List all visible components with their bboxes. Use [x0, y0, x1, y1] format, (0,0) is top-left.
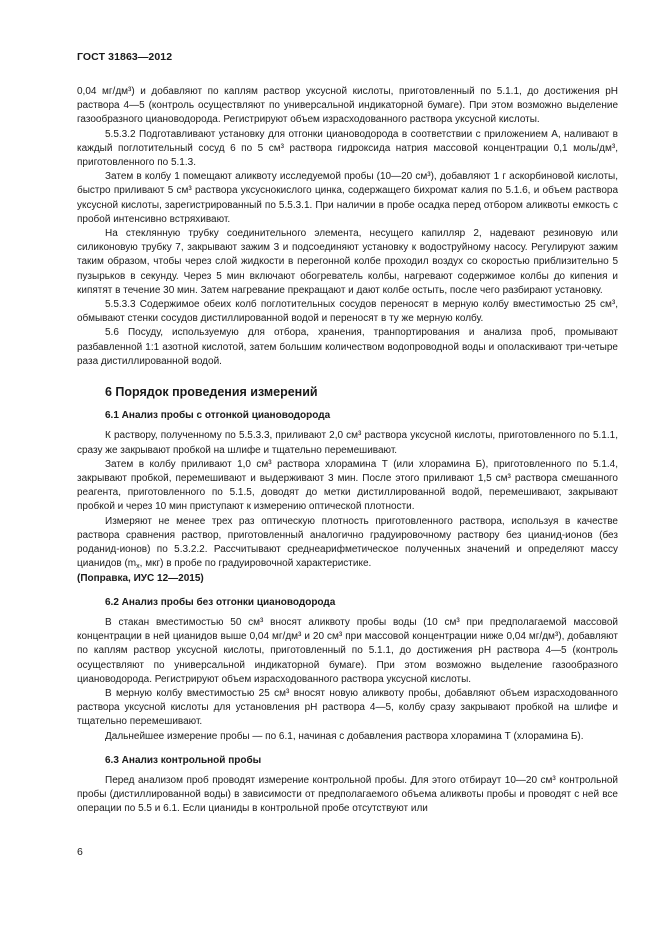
paragraph-text: Измеряют не менее трех раз оптическую плотность приготовленного раствора, используя в качестве раствора сравнения раствор, приготовленный аналогично градуировочному раствору без цианид-ионов (без роданид-ионов) по 5.3.2.2. Рассчитывают среднеарифметическое полученных значений и определяют массу цианидов (m [77, 515, 618, 570]
amendment-note: (Поправка, ИУС 12—2015) [77, 572, 204, 584]
paragraph: В стакан вместимостью 50 см³ вносят аликвоту пробы воды (10 см³ при предполагаемой массовой концентрации в ней цианидов выше 0,04 мг/дм³ и 20 см³ при массовой концентрации ниже 0,04 мг/дм³), добавляют по каплям раствор уксусной кислоты, приготовленный по 5.1.1, до достижения pH раствора 4—5 (контроль осуществляют по универсальной индикаторной бумаге). При этом возможно выделение газообразного циановодорода. Регистрируют объем израсходованного раствора уксусной кислоты. [77, 616, 618, 685]
subsection-heading: 6.3 Анализ контрольной пробы [105, 754, 262, 766]
paragraph: В мерную колбу вместимостью 25 см³ вносят новую аликвоту пробы, добавляют объем израсходованного раствора уксусной кислоты для установления pH раствора 4—5, колбу сразу закрывают пробкой на шлифе и тщательно перемешивают. [77, 687, 618, 728]
page-content [77, 85, 618, 817]
paragraph: Перед анализом проб проводят измерение контрольной пробы. Для этого отбираут 10—20 см³ контрольной пробы (дистиллированной воды) в зависимости от предполагаемого объема аликвоты пробы и проводят с ней все операции по 5.5 и 6.1. Если цианиды в контрольной пробе отсутствуют или [77, 774, 618, 815]
paragraph: Дальнейшее измерение пробы — по 6.1, начиная с добавления раствора хлорамина Т (хлорамина Б). [105, 730, 584, 742]
paragraph: Затем в колбу приливают 1,0 см³ раствора хлорамина Т (или хлорамина Б), приготовленного по 5.1.4, закрывают пробкой, перемешивают и выдерживают 3 мин. После этого приливают 1,5 см³ раствора смешанного реагента, приготовленного по 5.1.5, доводят до метки дистиллированной водой, перемешивают, закрывают пробкой и через 10 мин приступают к измерению оптической плотности. [77, 458, 618, 513]
paragraph: 5.5.3.2 Подготавливают установку для отгонки циановодорода в соответствии с приложением А, наливают в каждый поглотительный сосуд 6 по 5 см³ раствора гидроксида натрия массовой концентрации 0,1 моль/дм³, приготовленного по 5.1.3. [77, 128, 618, 169]
paragraph: На стеклянную трубку соединительного элемента, несущего капилляр 2, надевают резиновую или силиконовую трубку 7, закрывают зажим 3 и подсоединяют установку к водоструйному насосу. Регулируют зажим таким образом, чтобы через слой жидкости в перегонной колбе проходил воздух со скоростью приблизительно 5 пузырьков в секунду. Через 5 мин включают обогреватель колбы, нагревают содержимое колбы до кипения и кипятят в течение 30 мин. Затем нагревание прекращают и дают колбе остыть, после чего разбирают установку. [77, 228, 618, 296]
paragraph-text: , мкг) в пробе по градуировочной характеристике. [139, 558, 372, 570]
subsection-heading: 6.1 Анализ пробы с отгонкой циановодорода [105, 410, 331, 422]
paragraph: К раствору, полученному по 5.5.3.3, приливают 2,0 см³ раствора уксусной кислоты, приготовленного по 5.1.1, сразу же закрывают пробкой на шлифе и тщательно перемешивают. [77, 430, 618, 456]
paragraph: 5.6 Посуду, используемую для отбора, хранения, транпортирования и анализа проб, промывают разбавленной 1:1 азотной кислотой, затем большим количеством водопроводной воды и ополаскивают три-четыре раза дистиллированной водой. [77, 327, 618, 367]
page-number: 6 [77, 846, 83, 858]
document-header: ГОСТ 31863—2012 [77, 51, 173, 63]
paragraph: Затем в колбу 1 помещают аликвоту исследуемой пробы (10—20 см³), добавляют 1 г аскорбиновой кислоты, быстро приливают 5 см³ раствора уксуснокислого цинка, содержащего бихромат калия по 5.1.6, и объем раствора уксусной кислоты, зарегистрированный по 5.5.3.1. При наличии в пробе осадка перед отбором аликвоты емкость с пробой интенсивно встряхивают. [77, 171, 618, 225]
paragraph [77, 515, 618, 572]
subsection-heading: 6.2 Анализ пробы без отгонки циановодорода [105, 596, 336, 608]
subscript: x [136, 563, 140, 571]
paragraph: 5.5.3.3 Содержимое обеих колб поглотительных сосудов переносят в мерную колбу вместимостью 25 см³, обмывают стенки сосудов дистиллированной водой и переносят в ту же мерную колбу. [77, 299, 618, 325]
section-heading: 6 Порядок проведения измерений [105, 385, 318, 400]
paragraph: 0,04 мг/дм³) и добавляют по каплям раствор уксусной кислоты, приготовленный по 5.1.1, до достижения pH раствора 4—5 (контроль осуществляют по универсальной индикаторной бумаге). При этом возможно выделение газообразного циановодорода. Регистрируют объем израсходованного раствора уксусной кислоты. [77, 86, 618, 126]
